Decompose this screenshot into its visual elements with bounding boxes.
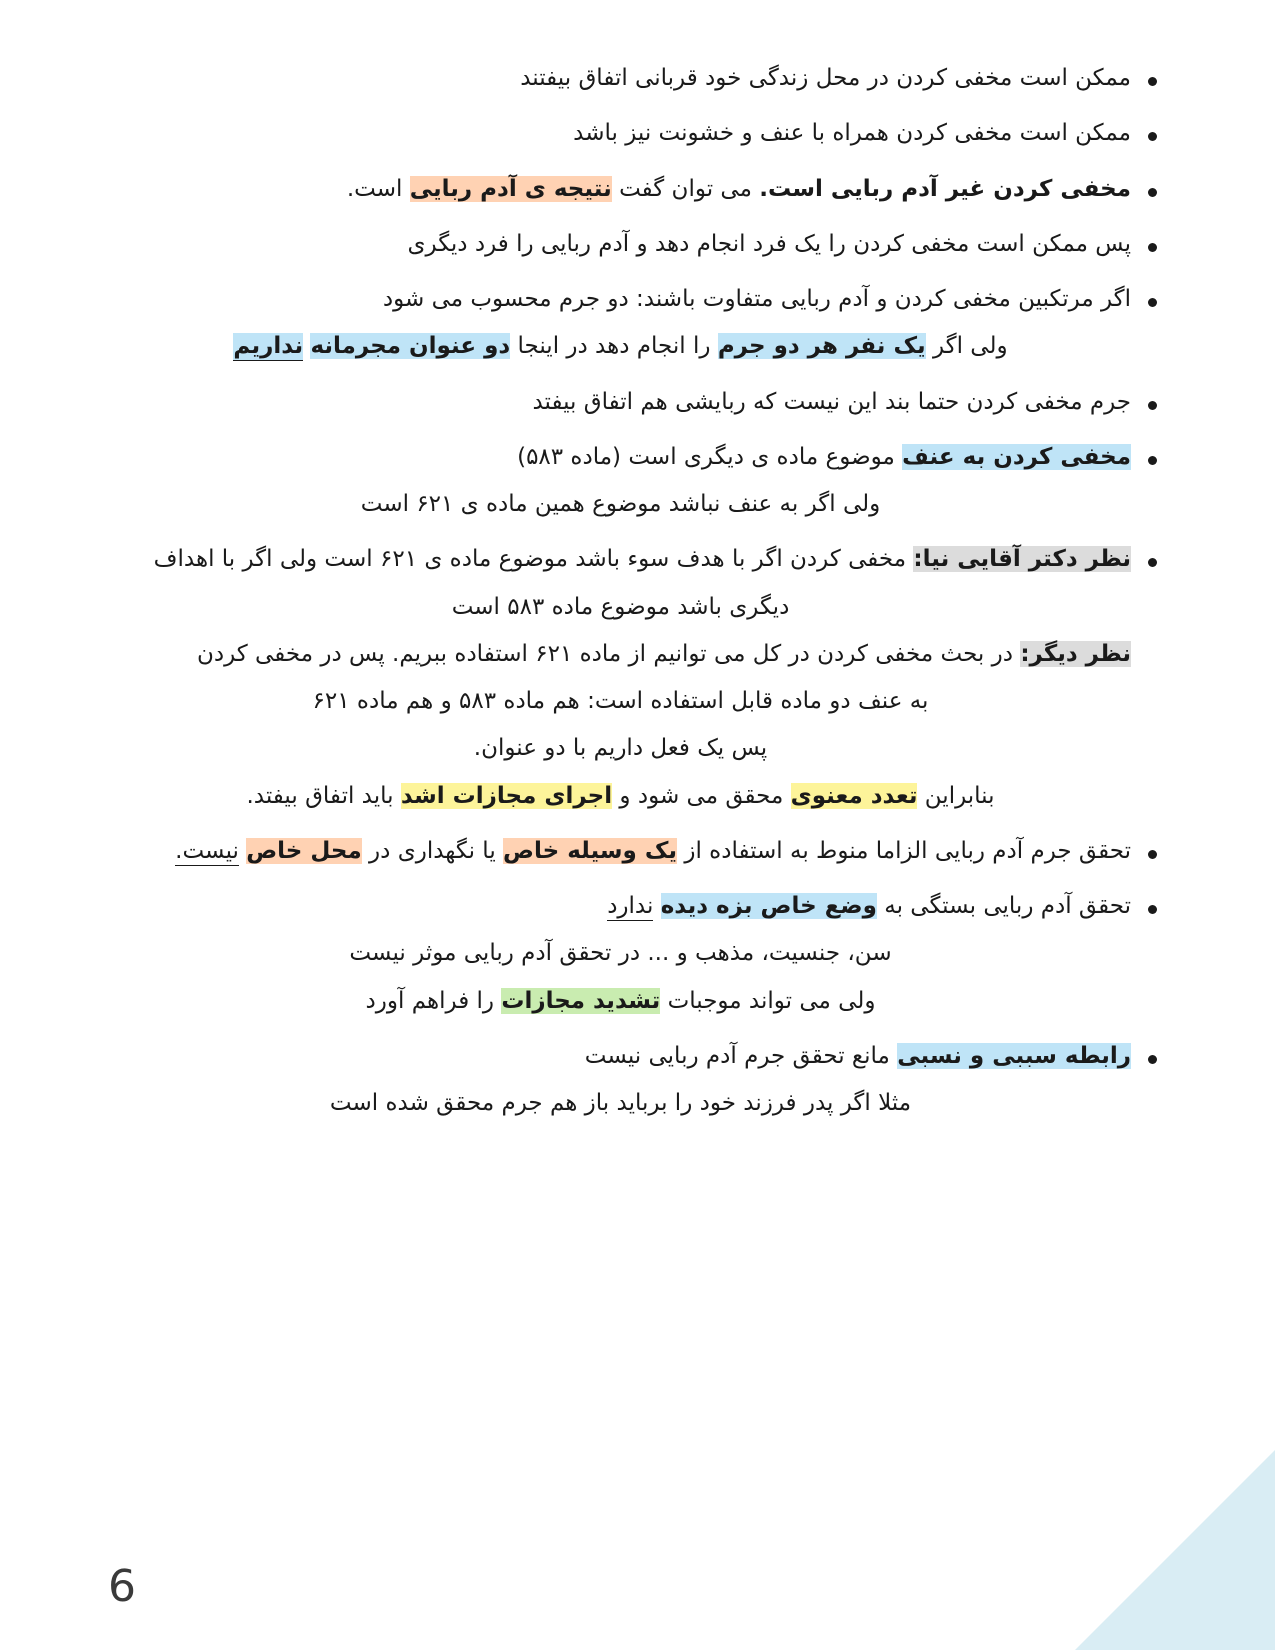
highlight-span: نتیجه ی آدم ربایی (409, 175, 612, 202)
text-span: دیگری باشد موضوع ماده ۵۸۳ است (451, 593, 790, 620)
text-line (110, 833, 1131, 870)
text-line (110, 589, 1131, 626)
bullet-item (110, 281, 1165, 366)
text-span: تحقق جرم آدم ربایی الزاما منوط به استفاده از (677, 837, 1131, 864)
text-line (110, 226, 1131, 263)
text-span: ولی اگر به عنف نباشد موضوع همین ماده ی ۶۲۱ است (360, 491, 881, 517)
text-span: در بحث مخفی کردن در کل می توانیم از ماده ۶۲۱ استفاده ببریم. پس در مخفی کردن (196, 640, 1021, 667)
highlight-span: نداریم (233, 333, 304, 360)
bullet-list (110, 60, 1165, 1122)
highlight-span: نیست. (175, 837, 239, 864)
text-span: است. (346, 175, 410, 202)
highlight-span: وضع خاص بزه دیده (660, 893, 877, 919)
text-line (110, 541, 1131, 578)
text-line (110, 281, 1131, 318)
text-line (110, 935, 1131, 972)
text-span: ولی می تواند موجبات (660, 987, 876, 1014)
highlight-span: تعدد معنوی (790, 782, 918, 809)
highlight-span: ندارد (607, 893, 654, 919)
document-body (110, 60, 1165, 1122)
highlight-span: دو عنوان مجرمانه (310, 333, 511, 360)
text-span: سن، جنسیت، مذهب و ... در تحقق آدم ربایی موثر نیست (349, 940, 892, 967)
text-line (110, 171, 1131, 208)
highlight-span: یک نفر هر دو جرم (717, 333, 926, 360)
text-line (110, 486, 1131, 523)
text-line (110, 439, 1131, 476)
bullet-item (110, 171, 1165, 208)
text-span: باید اتفاق بیفتد. (246, 782, 401, 809)
highlight-span: نظر دیگر: (1020, 640, 1131, 667)
text-line (110, 384, 1131, 421)
bullet-item (110, 1038, 1165, 1123)
text-span: مثلا اگر پدر فرزند خود را برباید باز هم جرم محقق شده است (329, 1090, 912, 1116)
highlight-span: رابطه سببی و نسبی (897, 1042, 1131, 1069)
bullet-item (110, 115, 1165, 152)
bullet-item (110, 541, 1165, 815)
text-line (110, 115, 1131, 152)
text-line (110, 636, 1131, 673)
text-span: محقق می شود و (612, 782, 791, 809)
text-line (110, 1038, 1131, 1075)
text-line (110, 60, 1131, 97)
page-number: 6 (108, 1561, 136, 1612)
text-span: تحقق آدم ربایی بستگی به (876, 893, 1131, 919)
text-line (110, 778, 1131, 815)
text-span: پس یک فعل داریم با دو عنوان. (473, 735, 768, 762)
text-span: به عنف دو ماده قابل استفاده است: هم ماده ۵۸۳ و هم ماده ۶۲۱ (312, 688, 929, 714)
text-span: مانع تحقق جرم آدم ربایی نیست (584, 1042, 898, 1069)
text-span: را فراهم آورد (365, 987, 502, 1014)
text-line (110, 730, 1131, 767)
bullet-item (110, 833, 1165, 870)
bullet-item (110, 226, 1165, 263)
text-line (110, 1085, 1131, 1122)
text-span: ولی اگر (925, 333, 1008, 360)
text-line (110, 683, 1131, 720)
text-span: می توان گفت (611, 175, 760, 202)
highlight-span: مخفی کردن غیر آدم ربایی است. (759, 175, 1131, 202)
text-span: اگر مرتکبین مخفی کردن و آدم ربایی متفاوت باشند: دو جرم محسوب می شود (382, 286, 1131, 312)
bullet-item (110, 384, 1165, 421)
bullet-item (110, 888, 1165, 1020)
bullet-item (110, 439, 1165, 524)
bullet-item (110, 60, 1165, 97)
text-line (110, 888, 1131, 925)
highlight-span: اجرای مجازات اشد (400, 782, 613, 809)
text-line (110, 328, 1131, 365)
text-span: یا نگهداری در (361, 837, 504, 864)
highlight-span: یک وسیله خاص (503, 837, 678, 864)
text-span: را انجام دهد در اینجا (510, 333, 718, 360)
text-span: ممکن است مخفی کردن در محل زندگی خود قربانی اتفاق بیفتند (520, 65, 1131, 91)
text-span (653, 893, 660, 919)
text-span: بنابراین (917, 782, 995, 809)
text-span: ممکن است مخفی کردن همراه با عنف و خشونت نیز باشد (573, 120, 1131, 147)
text-span: مخفی کردن اگر با هدف سوء باشد موضوع ماده ی ۶۲۱ است ولی اگر با اهداف (153, 546, 914, 573)
highlight-span: تشدید مجازات (501, 987, 661, 1014)
text-line (110, 983, 1131, 1020)
text-span: جرم مخفی کردن حتما بند این نیست که ربایشی هم اتفاق بیفتد (532, 388, 1131, 415)
highlight-span: نظر دکتر آقایی نیا: (913, 546, 1131, 573)
corner-decoration (1075, 1450, 1275, 1650)
text-span: پس ممکن است مخفی کردن را یک فرد انجام دهد و آدم ربایی را فرد دیگری (407, 230, 1131, 257)
text-span: موضوع ماده ی دیگری است (ماده ۵۸۳) (517, 443, 903, 470)
highlight-span: محل خاص (246, 837, 362, 864)
highlight-span: مخفی کردن به عنف (902, 443, 1131, 470)
